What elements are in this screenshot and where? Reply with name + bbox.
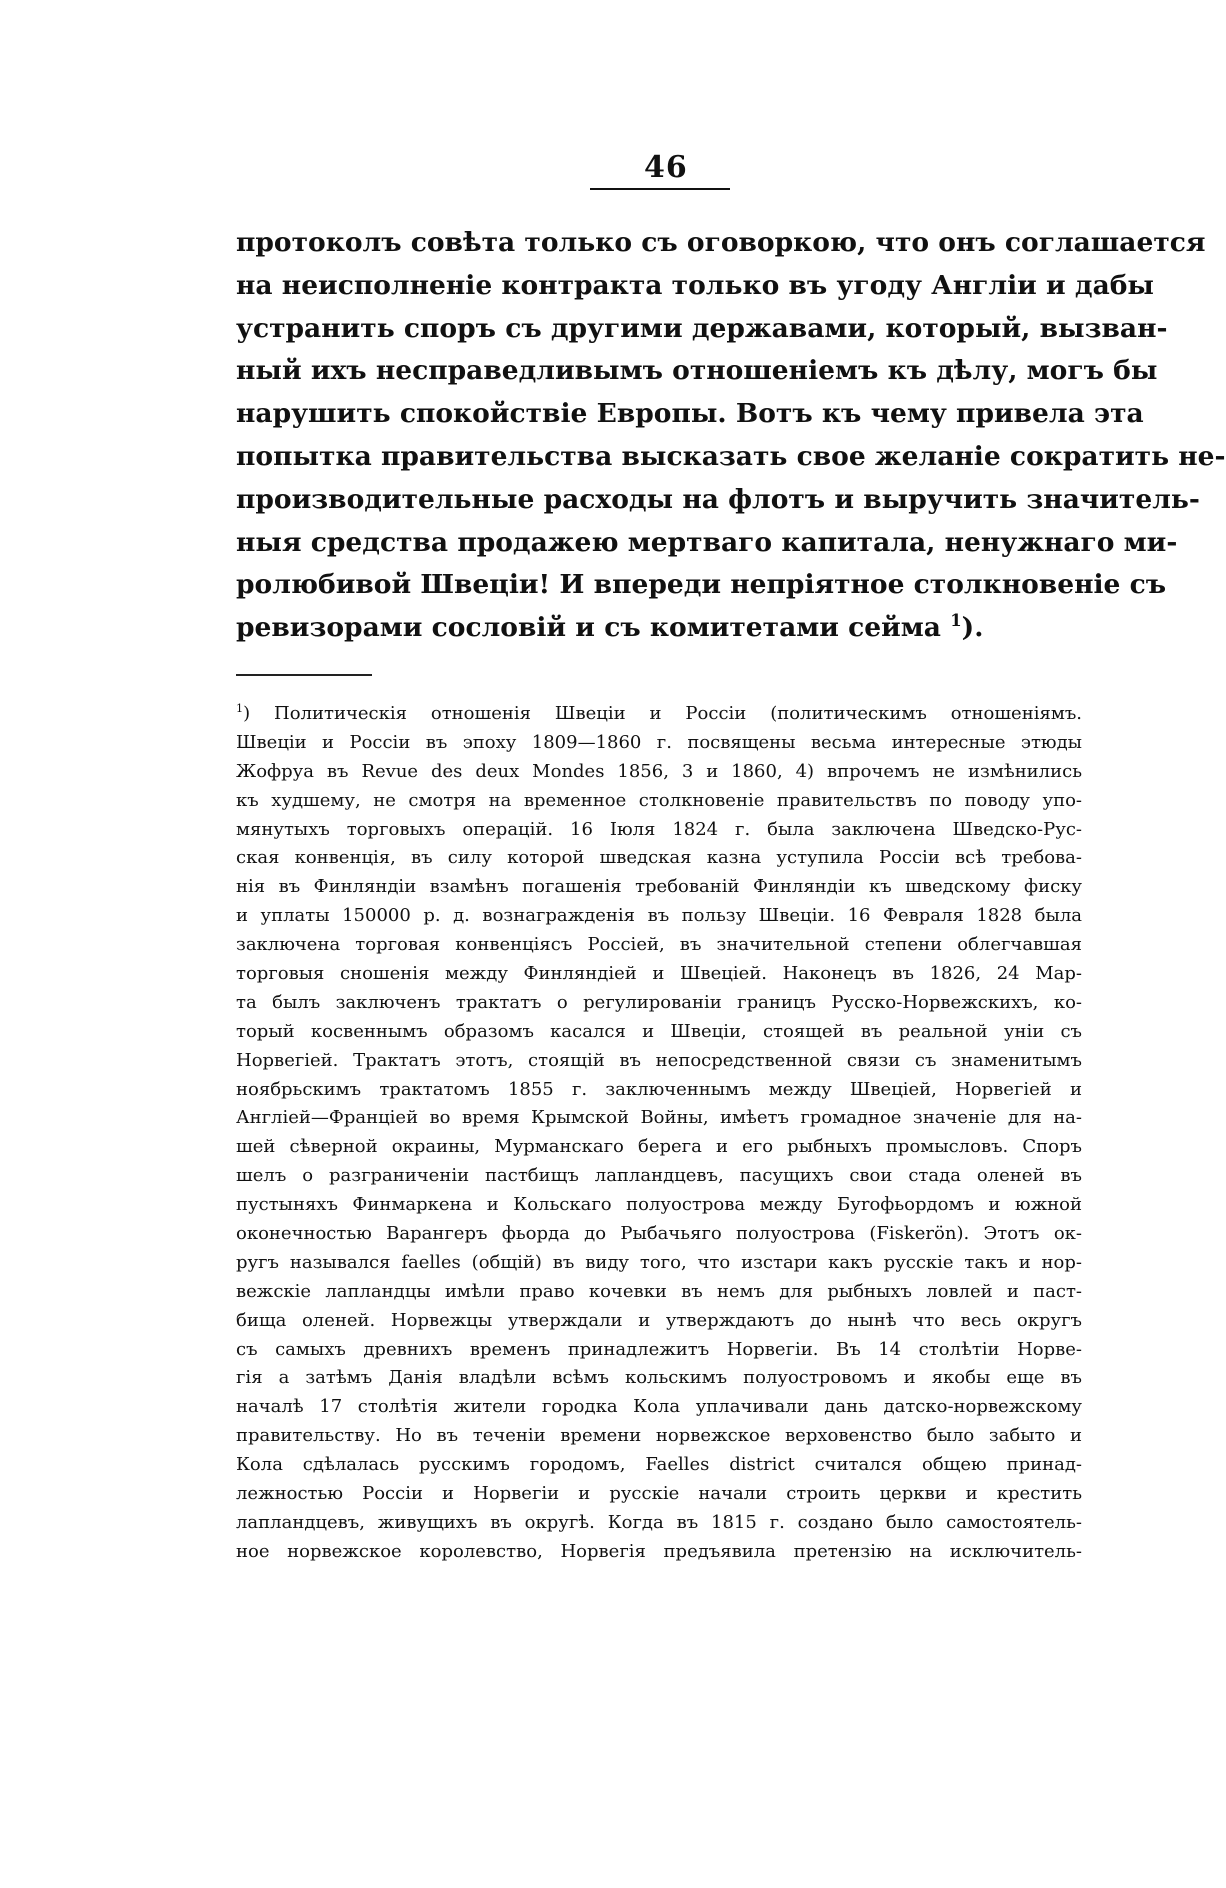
main-text-line: производительные расходы на флотъ и выручить значитель-: [236, 483, 1200, 515]
main-text-line: попытка правительства высказать свое желаніе сократить не-: [236, 440, 1226, 472]
footnote-marker: 1: [236, 702, 244, 715]
footnote-line: шей сѣверной окраины, Мурманскаго берега и его рыбныхъ промысловъ. Споръ: [236, 1136, 1082, 1158]
main-text-line: ролюбивой Швеціи! И впереди непріятное столкновеніе съ: [236, 569, 1167, 601]
main-text-line: устранить споръ съ другими державами, который, вызван-: [236, 312, 1168, 344]
footnote: [236, 700, 1082, 1567]
footnote-reference[interactable]: 1: [950, 611, 962, 631]
footnote-line: шелъ о разграниченіи пастбищъ лапландцевъ, пасущихъ свои стада оленей въ: [236, 1165, 1082, 1187]
main-text-line: ный ихъ несправедливымъ отношеніемъ къ дѣлу, могъ бы: [236, 355, 1158, 387]
footnote-line: бища оленей. Норвежцы утверждали и утверждаютъ до нынѣ что весь округъ: [236, 1309, 1082, 1331]
footnote-line: мянутыхъ торговыхъ операцій. 16 Іюля 1824 г. была заключена Шведско-Рус-: [236, 818, 1082, 840]
footnote-line: торый косвеннымъ образомъ касался и Швеціи, стоящей въ реальной уніи съ: [236, 1020, 1082, 1042]
footnote-line: ноябрьскимъ трактатомъ 1855 г. заключеннымъ между Швеціей, Норвегіей и: [236, 1078, 1082, 1100]
footnote-line: лежностью Россіи и Норвегіи и русскіе начали строить церкви и крестить: [236, 1483, 1082, 1505]
footnote-first-line-text: ) Политическія отношенія Швеціи и Россіи (политическимъ отношеніямъ.: [243, 703, 1082, 724]
footnote-line: вежскіе лапландцы имѣли право кочевки въ немъ для рыбныхъ ловлей и паст-: [236, 1280, 1082, 1302]
main-text-last-line-text: ревизорами сословій и съ комитетами сейма: [236, 612, 941, 644]
main-text-line: ныя средства продажею мертваго капитала, ненужнаго ми-: [236, 526, 1178, 558]
footnote-line: пустыняхъ Финмаркена и Кольскаго полуострова между Буrофьордомъ и южной: [236, 1194, 1082, 1216]
footnote-line: началѣ 17 столѣтія жители городка Кола уплачивали дань датско-норвежскому: [236, 1396, 1082, 1418]
main-text-last-line: [236, 607, 1080, 650]
footnote-line: и уплаты 150000 р. д. вознагражденія въ пользу Швеціи. 16 Февраля 1828 была: [236, 905, 1082, 927]
footnote-line: нія въ Финляндіи взамѣнъ погашенія требованій Финляндіи къ шведскому фиску: [236, 876, 1082, 898]
footnote-line: торговыя сношенія между Финляндіей и Швеціей. Наконецъ въ 1826, 24 Мар-: [236, 963, 1082, 985]
main-text: [236, 222, 1226, 650]
footnote-line: ругъ назывался faelles (общій) въ виду того, что изстари какъ русскіе такъ и нор-: [236, 1251, 1082, 1273]
footnote-line: къ худшему, не смотря на временное столкновеніе правительствъ по поводу упо-: [236, 789, 1082, 811]
footnote-line: съ самыхъ древнихъ временъ принадлежитъ Норвегіи. Въ 14 столѣтіи Норве-: [236, 1338, 1082, 1360]
footnote-line: Жофруа въ Revue des deux Mondes 1856, 3 и 1860, 4) впрочемъ не измѣнились: [236, 760, 1082, 782]
footnote-separator: [236, 674, 372, 676]
main-text-line: нарушить спокойствіе Европы. Вотъ къ чему привела эта: [236, 398, 1144, 430]
footnote-line: Швеціи и Россіи въ эпоху 1809—1860 г. посвящены весьма интересные этюды: [236, 731, 1082, 753]
footnote-line: лапландцевъ, живущихъ въ округѣ. Когда въ 1815 г. создано было самостоятель-: [236, 1511, 1082, 1533]
footnote-line: заключена торговая конвенціясъ Россіей, въ значительной степени облегчавшая: [236, 934, 1082, 956]
page-number-rule: [590, 188, 730, 190]
footnote-line: Англіей—Франціей во время Крымской Войны, имѣетъ громадное значеніе для на-: [236, 1107, 1082, 1129]
main-text-last-line-tail: ).: [961, 612, 984, 644]
footnote-line: ская конвенція, въ силу которой шведская казна уступила Россіи всѣ требова-: [236, 847, 1082, 869]
page-number: 46: [644, 150, 688, 185]
footnote-first-line: [236, 700, 1082, 729]
footnote-line: правительству. Но въ теченіи времени норвежское верховенство было забыто и: [236, 1425, 1082, 1447]
main-text-line: протоколъ совѣта только съ оговоркою, что онъ соглашается: [236, 227, 1206, 258]
footnote-line: та былъ заключенъ трактатъ о регулированіи границъ Русско-Норвежскихъ, ко-: [236, 991, 1082, 1013]
footnote-line: Норвегіей. Трактатъ этотъ, стоящій въ непосредственной связи съ знаменитымъ: [236, 1049, 1082, 1071]
footnote-line: гія а затѣмъ Данія владѣли всѣмъ кольскимъ полуостровомъ и якобы еще въ: [236, 1367, 1082, 1389]
footnote-line: Кола сдѣлалась русскимъ городомъ, Faelles district считался общею принад-: [236, 1454, 1082, 1476]
main-text-line: на неисполненіе контракта только въ угоду Англіи и дабы: [236, 269, 1154, 301]
footnote-line: оконечностью Варангеръ фьорда до Рыбачьяго полуострова (Fiskerön). Этотъ ок-: [236, 1223, 1082, 1245]
footnote-line: ное норвежское королевство, Норвегія предъявила претензію на исключитель-: [236, 1540, 1082, 1562]
